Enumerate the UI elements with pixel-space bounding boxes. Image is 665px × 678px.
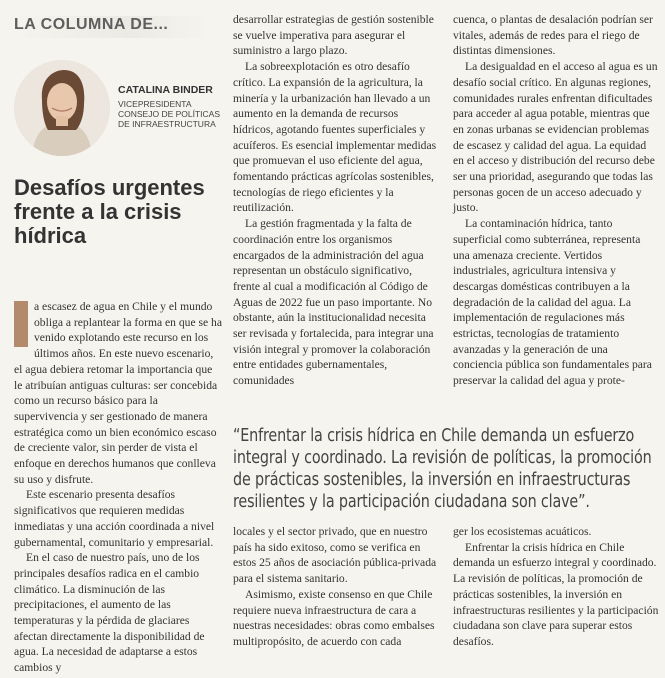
article-paragraph: La sobreexplotación es otro desafío crítico. La expansión de la agricultura, la minería y la urbanización han llevado a un aumento en la demanda de recursos hídricos, agotando fuentes superficiales y acuíferos. Es esencial implementar medidas que promuevan el uso eficiente del agua, fomentando prácticas agrícolas sostenibles, tecnologías de riego eficientes y la reutilización. (233, 60, 437, 215)
author-info (118, 84, 248, 129)
article-column-5 (453, 524, 659, 650)
article-paragraph: En el caso de nuestro país, uno de los principales desafíos radica en el cambio climático. La disminución de las precipitaciones, el aumento de las temperaturas y la pérdida de glaciares afectan directamente la disponibilidad de agua. La necesidad de adaptarse a estos cambios y (14, 551, 205, 675)
author-name: CATALINA BINDER (118, 84, 213, 96)
article-paragraph: cuenca, o plantas de desalación podrían ser vitales, además de redes para el riego de distintas dimensiones. (453, 13, 653, 58)
article-paragraph: Este escenario presenta desafíos significativos que requieren medidas inmediatas y una acción coordinada a nivel gubernamental, comunitario y empresarial. (14, 488, 215, 549)
author-portrait-icon (14, 60, 110, 156)
article-paragraph: La contaminación hídrica, tanto superficial como subterránea, representa una amenaza creciente. Vertidos industriales, agricultura intensiva y descargas domésticas contribuyen a la degradación de la calidad del agua. La implementación de regulaciones más estrictas, tecnologías de tratamiento avanzadas y la generación de una conciencia pública son fundamentales para preservar la calidad del agua y prote- (453, 217, 652, 388)
author-block (14, 60, 224, 160)
article-paragraph: Enfrentar la crisis hídrica en Chile demanda un esfuerzo integral y coordinado. La revisión de políticas, la promoción de prácticas sostenibles, la inversión en infraestructuras resilientes y la participación ciudadana son clave para superar estos desafíos. (453, 540, 659, 648)
paragraph-text: a escasez de agua en Chile y el mundo obliga a replantear la forma en que se ha venido explotando este recurso en los últimos años. En este nuevo escenario, el agua debiera retomar la importancia que le atribuían antiguas culturas: ser concebida como un recurso básico para la supervivencia y ser gestionado de manera estratégica como un bien económico escaso de creciente valor, sin perder de vista el enfoque en derechos humanos que conlleva su uso y disfrute. (14, 300, 222, 486)
article-column-3 (453, 12, 659, 389)
article-column-1 (14, 299, 222, 676)
section-header (10, 16, 210, 38)
article-paragraph: ger los ecosistemas acuáticos. (453, 525, 592, 538)
author-photo (14, 60, 110, 156)
section-title: LA COLUMNA DE... (14, 16, 169, 33)
article-paragraph: locales y el sector privado, que en nuestro país ha sido exitoso, como se verifica en estos 25 años de asociación pública-privada para el sistema sanitario. (233, 525, 437, 586)
article-paragraph: desarrollar estrategias de gestión sostenible se vuelve imperativa para asegurar el suministro a largo plazo. (233, 13, 434, 58)
article-paragraph: La desigualdad en el acceso al agua es un desafío social crítico. En algunas regiones, comunidades rurales enfrentan dificultades para acceder al agua potable, mientras que en zonas urbanas se evidencian problemas de escasez y calidad del agua. La equidad en el acceso y distribución del recurso debe ser una prioridad, asegurando que todas las personas gocen de un acceso adecuado y justo. (453, 60, 658, 215)
article-paragraph (14, 299, 222, 487)
article-headline: Desafíos urgentes frente a la crisis hídrica (14, 175, 205, 248)
pull-quote: “Enfrentar la crisis hídrica en Chile demanda un esfuerzo integral y coordinado. La revisión de políticas, la promoción de prácticas sostenibles, la inversión en infraestructuras resilientes y la participación ciudadana son clave”. (233, 426, 652, 512)
article-paragraph: La gestión fragmentada y la falta de coordinación entre los organismos encargados de la administración del agua representan un obstáculo significativo, frente al cual a modificación al Código de Aguas de 2022 fue un paso importante. No obstante, aún la institucionalidad necesita ser revisada y fortalecida, para integrar una visión integral y promover la colaboración entre entidades gubernamentales, comunidades (233, 217, 434, 388)
article-column-2 (233, 12, 439, 389)
article-column-4 (233, 524, 439, 650)
author-role: VICEPRESIDENTA CONSEJO DE POLÍTICAS DE INFRAESTRUCTURA (118, 99, 221, 129)
article-paragraph: Asimismo, existe consenso en que Chile requiere nueva infraestructura de cara a nuestras necesidades: obras como embalses multipropósito, de acuerdo con cada (233, 587, 435, 648)
drop-cap-mark (14, 301, 28, 347)
